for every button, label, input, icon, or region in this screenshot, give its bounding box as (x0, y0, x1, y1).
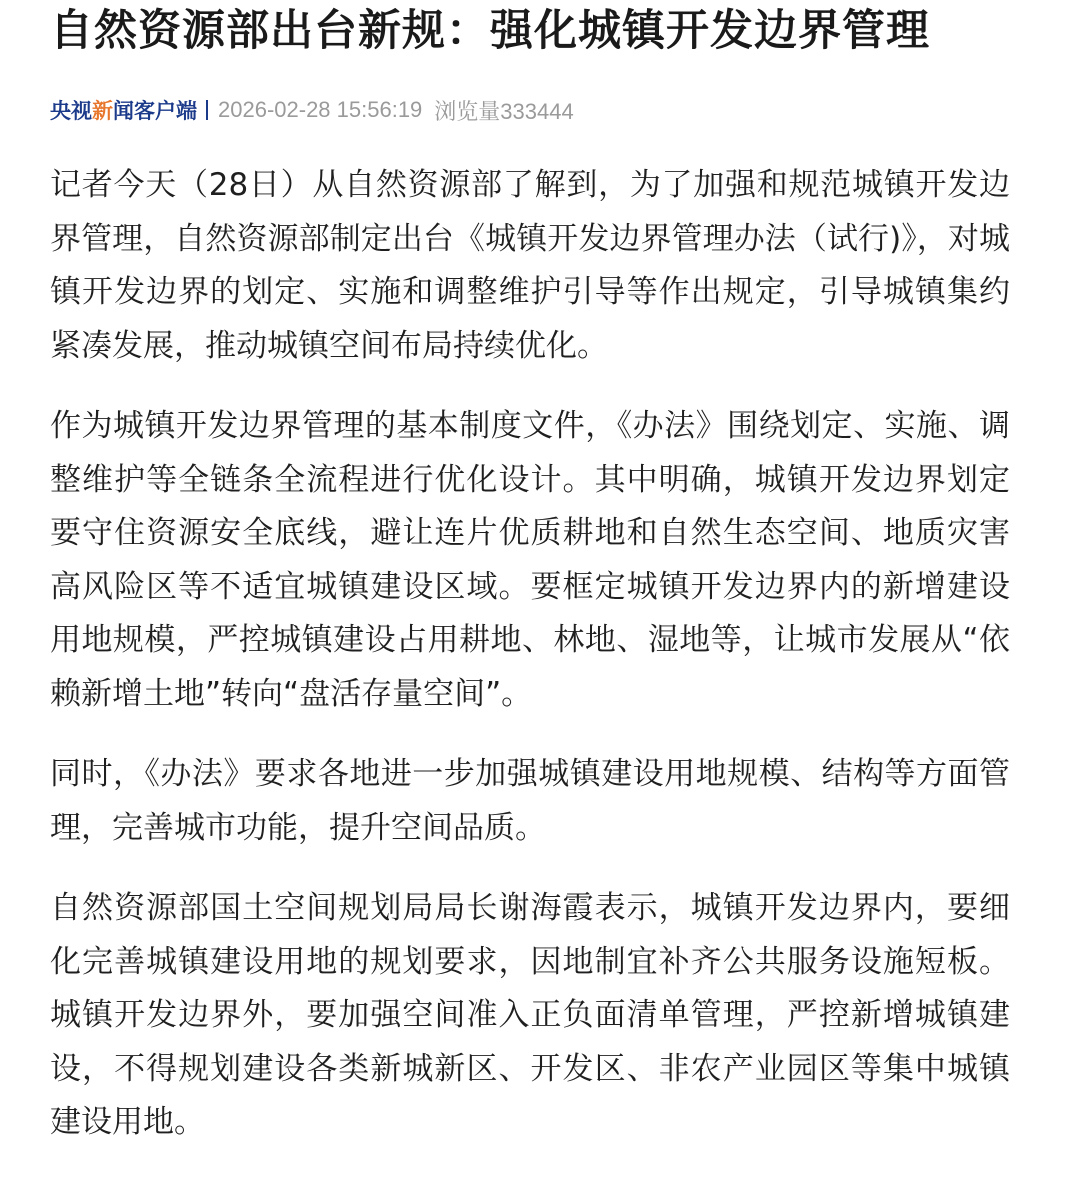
paragraph: 同时，《办法》要求各地进一步加强城镇建设用地规模、结构等方面管理，完善城市功能，提升空间品质。 (50, 756, 1010, 846)
paragraph: 作为城镇开发边界管理的基本制度文件，《办法》围绕划定、实施、调整维护等全链条全流程进行优化设计。其中明确，城镇开发边界划定要守住资源安全底线，避让连片优质耕地和自然生态空间、地质灾害高风险区等不适宜城镇建设区域。要框定城镇开发边界内的新增建设用地规模，严控城镇建设占用耕地、林地、湿地等，让城市发展从“依赖新增土地”转向“盘活存量空间”。 (50, 408, 1010, 712)
source-logo-part1: 央视 (50, 99, 92, 123)
article-title: 自然资源部出台新规：强化城镇开发边界管理 (50, 6, 930, 56)
view-count: 浏览量333444 (434, 98, 574, 124)
article-meta (50, 94, 1010, 126)
source-logo[interactable] (50, 95, 197, 125)
paragraph: 自然资源部国土空间规划局局长谢海霞表示，城镇开发边界内，要细化完善城镇建设用地的规划要求，因地制宜补齐公共服务设施短板。城镇开发边界外，要加强空间准入正负面清单管理，严控新增城镇建设，不得规划建设各类新城新区、开发区、非农产业园区等集中城镇建设用地。 (50, 890, 1010, 1140)
article-body (50, 159, 1010, 1150)
paragraph: 记者今天（28日）从自然资源部了解到，为了加强和规范城镇开发边界管理，自然资源部制定出台《城镇开发边界管理办法（试行)》，对城镇开发边界的划定、实施和调整维护引导等作出规定，引导城镇集约紧凑发展，推动城镇空间布局持续优化。 (50, 167, 1010, 364)
source-logo-part2: 闻客户端 (113, 99, 197, 123)
source-logo-accent: 新 (92, 99, 113, 123)
article (50, 0, 1010, 1177)
publish-datetime: 2026-02-28 15:56:19 (218, 97, 423, 122)
meta-divider (206, 100, 208, 120)
